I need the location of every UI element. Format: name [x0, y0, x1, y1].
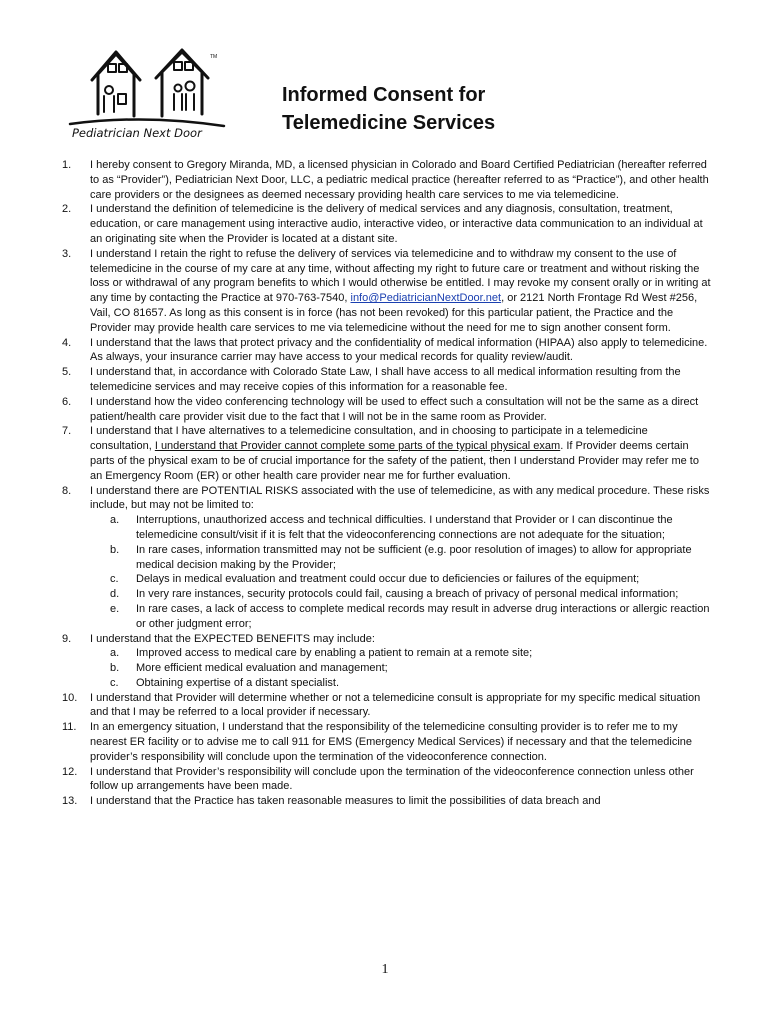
- page-title: [282, 81, 495, 137]
- item-number: 10.: [62, 691, 78, 704]
- consent-body: [62, 158, 712, 809]
- consent-item-7: [62, 424, 712, 483]
- item-text-part: I understand there are POTENTIAL RISKS associated with the use of telemedicine, as with any medical procedure. These risks include, but may not be limited to:: [90, 484, 710, 512]
- subitem-letter: a.: [110, 514, 120, 527]
- consent-item-2: [62, 202, 712, 246]
- subitem-text: In very rare instances, security protocols could fail, causing a breach of privacy of personal medical information;: [136, 588, 679, 601]
- item-number: 9.: [62, 632, 72, 645]
- subitem-text: Obtaining expertise of a distant specialist.: [136, 676, 340, 689]
- item-number: 11.: [62, 721, 77, 734]
- risk-subitem: [110, 572, 712, 587]
- consent-item-12: [62, 765, 712, 795]
- item-number: 8.: [62, 484, 72, 497]
- benefit-subitem: [110, 646, 712, 661]
- item-text-part: I understand that I have alternatives to a telemedicine consultation, and in choosing to participate in a telemedicine consultation,: [90, 425, 648, 453]
- title-line-1: Informed Consent for: [282, 84, 486, 106]
- subitem-letter: c.: [110, 676, 119, 689]
- subitem-text: Interruptions, unauthorized access and technical difficulties. I understand that Provider or I can discontinue the telemedicine consult/visit if it is felt that the videoconferencing connections are not adequate for the situation;: [136, 514, 673, 541]
- item-number: 5.: [62, 366, 72, 379]
- subitem-text: Delays in medical evaluation and treatment could occur due to deficiencies or failures of the equipment;: [136, 573, 640, 586]
- item-text: I understand the definition of telemedicine is the delivery of medical services and any diagnosis, consultation, treatment, education, or care management using interactive audio, interactive video, or interactive data communication to an individual at an originating site when the Provider is located at a distant site.: [90, 203, 703, 245]
- item-text: [90, 424, 712, 483]
- subitem-letter: b.: [110, 662, 120, 675]
- consent-item-4: [62, 336, 712, 366]
- page-number: 1: [381, 962, 389, 977]
- title-line-2: Telemedicine Services: [282, 112, 496, 134]
- logo-caption: Pediatrician Next Door: [72, 126, 202, 140]
- item-text: I understand that, in accordance with Colorado State Law, I shall have access to all medical information resulting from the telemedicine services and may receive copies of this information for a reasonable fee.: [90, 366, 681, 393]
- item-text: [90, 484, 712, 632]
- consent-item-11: [62, 720, 712, 764]
- consent-item-10: [62, 691, 712, 721]
- item-number: 4.: [62, 336, 72, 349]
- subitem-letter: b.: [110, 543, 120, 556]
- benefit-subitem: [110, 661, 712, 676]
- item-text: In an emergency situation, I understand that the responsibility of the telemedicine consulting provider is to refer me to my nearest ER facility or to advise me to call 911 for EMS (Emergency Medical Services) if necessary and that the telemedicine provider’s responsibility will conclude upon the termination of the videoconference connection.: [90, 721, 693, 763]
- item-text-part: . If Provider deems certain parts of the physical exam to be of crucial importance for the safety of the patient, then I understand Provider may refer me to an Emergency Room (ER) or other health care provider near me for further evaluation.: [90, 440, 699, 482]
- consent-item-5: [62, 365, 712, 395]
- subitem-text: In rare cases, information transmitted may not be sufficient (e.g. poor resolution of images) to allow for appropriate medical decision making by the Provider;: [136, 543, 692, 571]
- risk-subitem: [110, 513, 712, 543]
- item-text: [90, 247, 712, 336]
- subitem-text: More efficient medical evaluation and management;: [136, 662, 388, 675]
- benefit-subitem: [110, 676, 712, 691]
- item-text-part: I understand that the EXPECTED BENEFITS may include:: [90, 632, 375, 645]
- item-text: I understand how the video conferencing technology will be used to effect such a consultation will not be the same as a direct patient/health care provider visit due to the fact that I will not be in the same room as Provider.: [90, 395, 699, 423]
- underlined-text: I understand that Provider cannot complete some parts of the typical physical exam: [154, 440, 561, 453]
- subitem-letter: d.: [110, 588, 120, 601]
- subitem-text: In rare cases, a lack of access to complete medical records may result in adverse drug interactions or allergic reaction or other judgment error;: [136, 602, 710, 630]
- trademark-mark: TM: [210, 54, 218, 60]
- risk-subitem: [110, 602, 712, 632]
- risk-subitem: [110, 543, 712, 573]
- consent-item-3: [62, 247, 712, 336]
- item-text: I understand that Provider will determine whether or not a telemedicine consult is appropriate for my specific medical situation and that I may be referred to a local provider if necessary.: [90, 691, 701, 719]
- consent-item-8: [62, 484, 712, 632]
- item-text: I hereby consent to Gregory Miranda, MD, a licensed physician in Colorado and Board Certified Pediatrician (hereafter referred to as “Provider”), Pediatrician Next Door, LLC, a pediatric medical practice (hereafter referred to as “Practice”), and other health care providers or the designees as deemed necessary providing health care services to me via telemedicine.: [90, 159, 709, 201]
- subitem-letter: e.: [110, 602, 120, 615]
- consent-item-6: [62, 395, 712, 425]
- item-text-part: I understand I retain the right to refuse the delivery of services via telemedicine and to withdraw my consent to the use of telemedicine in the course of my care at any time, without affecting my right to future care or treatment and without risking the loss or withdrawal of any program benefits to which I would otherwise be entitled. I may revoke my consent orally or in writing at any time by contacting the Practice at 970-763-7540,: [90, 247, 711, 305]
- item-number: 12.: [62, 765, 78, 778]
- item-number: 3.: [62, 247, 72, 260]
- item-number: 7.: [62, 425, 72, 438]
- item-number: 2.: [62, 203, 72, 216]
- subitem-text: Improved access to medical care by enabling a patient to remain at a remote site;: [136, 647, 533, 660]
- item-text: I understand that the laws that protect privacy and the confidentiality of medical information (HIPAA) also apply to telemedicine. As always, your insurance carrier may have access to your medical records for quality review/audit.: [90, 336, 708, 364]
- subitem-letter: a.: [110, 647, 120, 660]
- practice-email-link[interactable]: info@PediatricianNextDoor.net: [350, 292, 502, 305]
- subitem-letter: c.: [110, 573, 119, 586]
- item-text: I understand that the Practice has taken reasonable measures to limit the possibilities of data breach and: [90, 795, 601, 808]
- consent-item-9: [62, 632, 712, 691]
- item-text: I understand that Provider’s responsibility will conclude upon the termination of the videoconference connection unless other follow up arrangements have been made.: [90, 765, 694, 793]
- item-number: 6.: [62, 395, 72, 408]
- consent-item-1: [62, 158, 712, 202]
- item-number: 13.: [62, 795, 78, 808]
- item-text: [90, 632, 712, 691]
- risk-subitem: [110, 587, 712, 602]
- consent-item-13: [62, 794, 712, 809]
- item-text-part: , or 2121 North Frontage Rd West #256, Vail, CO 81657. As long as this consent is in force (has not been revoked) for this particular patient, the Practice and the Provider may provide health care services to me via telemedicine without the need for me to sign another consent form.: [90, 292, 698, 334]
- item-number: 1.: [62, 159, 72, 171]
